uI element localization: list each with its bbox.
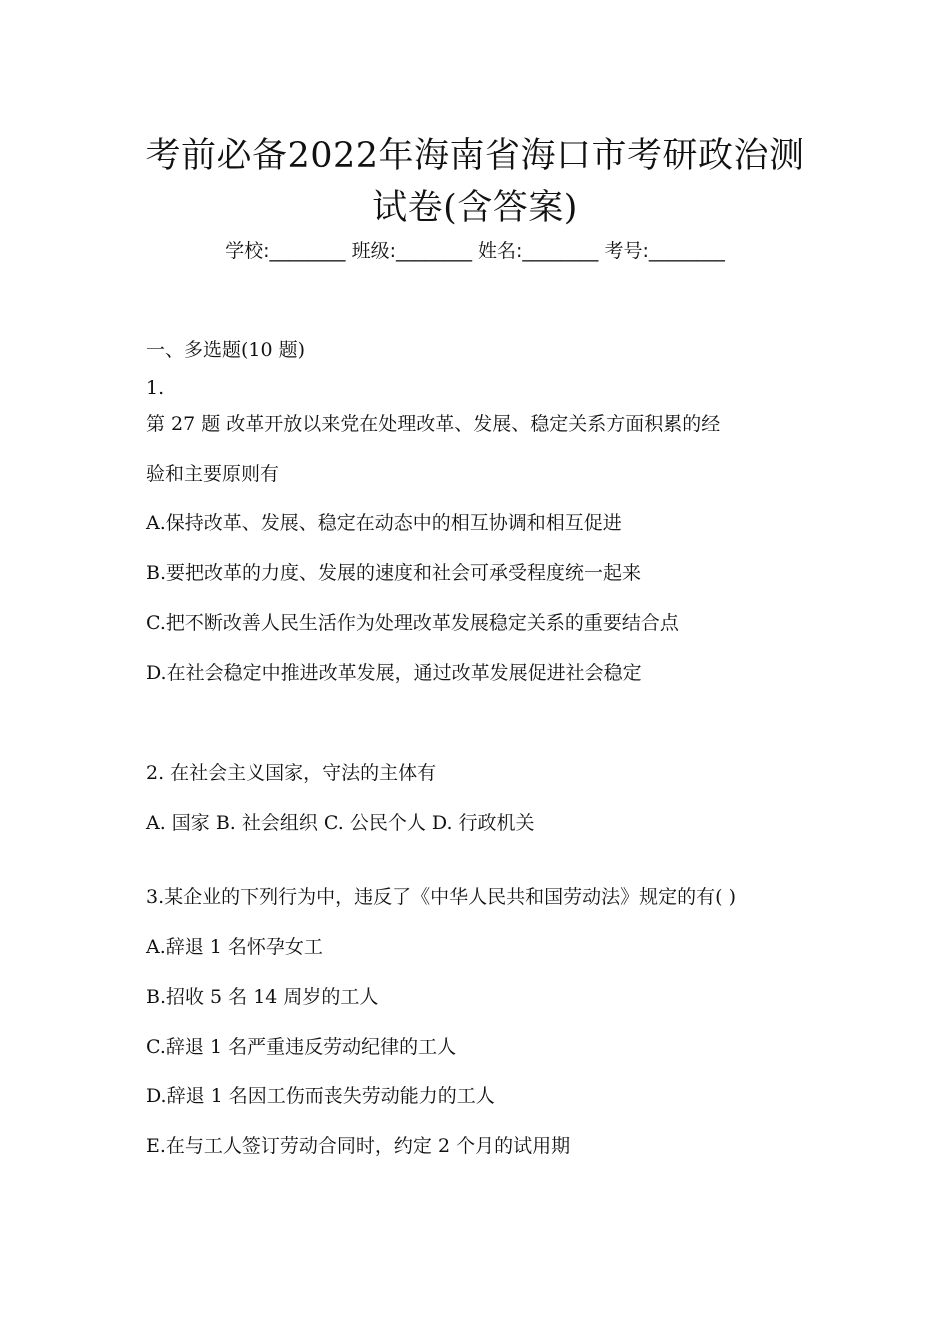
document-title-line-2: 试卷(含答案) <box>372 188 578 228</box>
q1-stem-line-2: 验和主要原则有 <box>146 463 280 485</box>
q3-option-d: D.辞退 1 名因工伤而丧失劳动能力的工人 <box>146 1085 495 1107</box>
q2-stem: 2. 在社会主义国家，守法的主体有 <box>146 762 437 784</box>
q3-option-e: E.在与工人签订劳动合同时，约定 2 个月的试用期 <box>146 1135 571 1157</box>
q3-option-a: A.辞退 1 名怀孕女工 <box>146 936 323 958</box>
student-info-line: 学校:________ 班级:________ 姓名:________ 考号:________ <box>225 240 725 262</box>
document-title-line-1: 考前必备2022年海南省海口市考研政治测 <box>145 136 805 176</box>
q1-stem-line-1: 第 27 题 改革开放以来党在处理改革、发展、稳定关系方面积累的经 <box>146 413 721 435</box>
q1-option-a: A.保持改革、发展、稳定在动态中的相互协调和相互促进 <box>146 512 622 534</box>
q3-option-b: B.招收 5 名 14 周岁的工人 <box>146 986 379 1008</box>
section-heading: 一、多选题(10 题) <box>146 339 306 361</box>
q3-stem: 3.某企业的下列行为中，违反了《中华人民共和国劳动法》规定的有( ) <box>146 886 736 908</box>
q3-option-c: C.辞退 1 名严重违反劳动纪律的工人 <box>146 1036 457 1058</box>
q1-option-c: C.把不断改善人民生活作为处理改革发展稳定关系的重要结合点 <box>146 612 679 634</box>
q2-options: A. 国家 B. 社会组织 C. 公民个人 D. 行政机关 <box>146 812 535 834</box>
q1-option-b: B.要把改革的力度、发展的速度和社会可承受程度统一起来 <box>146 562 642 584</box>
q1-option-d: D.在社会稳定中推进改革发展，通过改革发展促进社会稳定 <box>146 662 642 684</box>
q1-number: 1. <box>146 377 165 399</box>
